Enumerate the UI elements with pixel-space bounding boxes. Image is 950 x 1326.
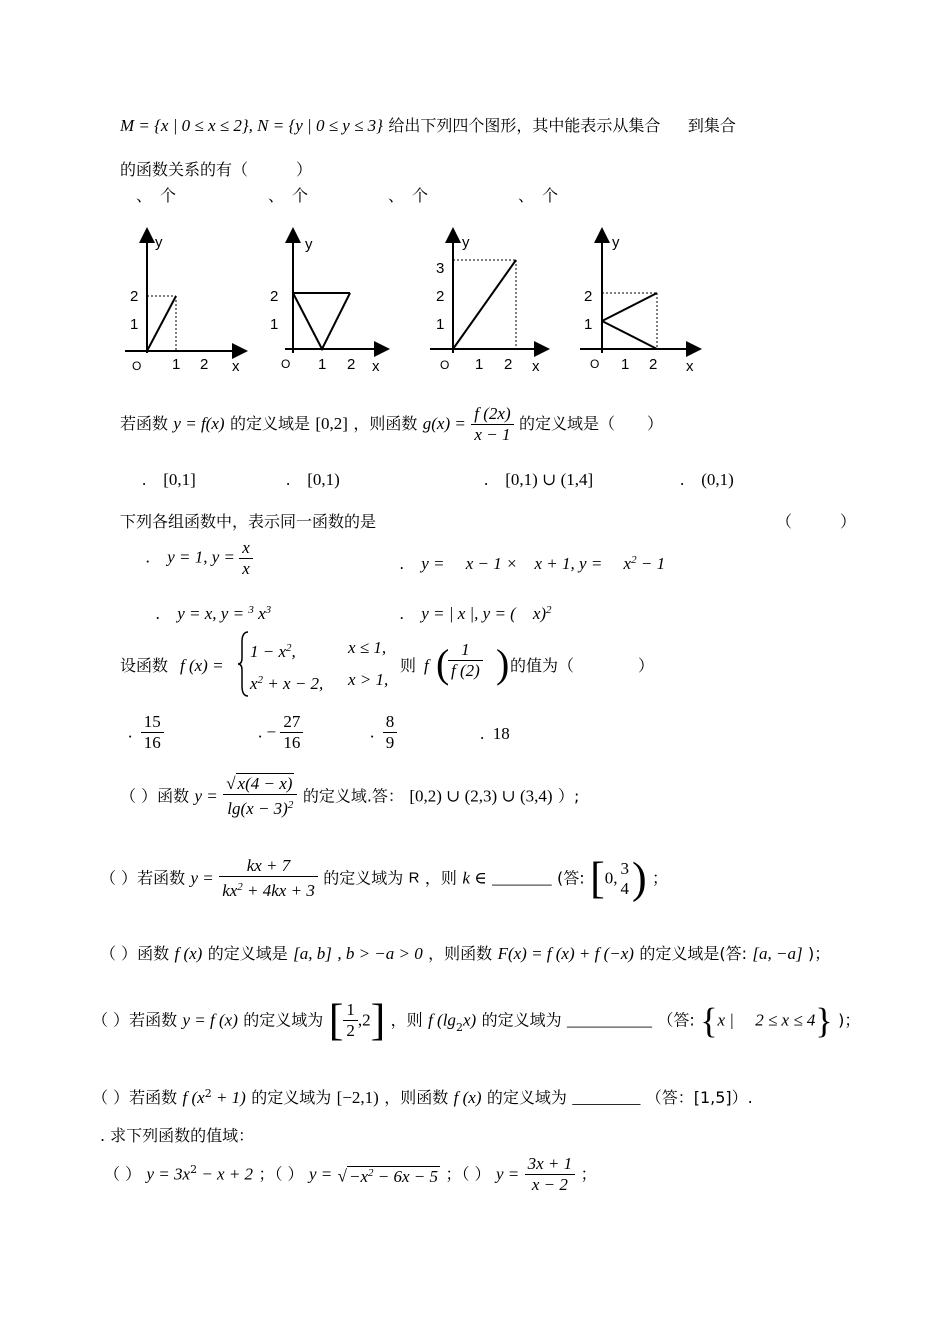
graph-3-ytick-1: 1 [436,316,445,333]
graph-1-origin: O [132,359,142,373]
graph-3-xtick-1: 1 [475,356,484,373]
q4-case2 [250,670,323,694]
q3-option-d [400,600,552,624]
q8-line: （ ）若函数 y = f (x) 的定义域为 [ $\frac{1}{2}$ ,2] ，则 f $(\lg_2x)$ 的定义域为 __________ （答: {x | 2 ≤ x ≤ 4} )； [92,995,861,1045]
q9-line [92,1084,753,1108]
q7-label: （ ）函数 [100,944,170,963]
graph-3-ytick-2: 2 [436,288,445,305]
q3-text: 下列各组函数中，表示同一函数的是 [120,512,377,531]
q1-option-a: 、 个 [136,186,177,205]
graph-3-xlabel: x [532,358,540,375]
q4-b-den: 16 [280,732,303,753]
q10-s1: ；（ ） [258,1164,304,1184]
q3-option-c [156,600,271,624]
q2-g-expr: g(x) = [422,414,466,433]
q9-f: f (x [182,1088,205,1107]
q6-den-b: + 4kx + 3 [242,881,315,900]
q9-label: （ ）若函数 [92,1088,178,1107]
q4-left-paren: ( [436,641,450,686]
graph-2-ylabel: y [305,236,313,253]
q8-x: x) [462,1010,477,1030]
q4-case1-sup: 2 [286,642,292,654]
q6-then: ，则 [424,868,457,888]
q6-den-sup: 2 [237,881,243,893]
q4-option-b: . − $\frac{27}{16}$ [258,712,303,753]
graph-2-xlabel: x [372,358,380,375]
graph-4-xtick-2: 2 [649,356,658,373]
graph-2 [270,235,382,375]
q5-fraction: $\frac{√ x(4 - x)}{\lg(x - 3)^2}$ [223,774,297,819]
q2-domain-text: 的定义域是 [229,414,310,433]
q2-numerator: f (2x) [474,404,511,423]
graph-3 [430,234,542,375]
q7-end: )； [807,944,831,963]
q10-line: （ ） $y = 3x^2 - x + 2$ ；（ ） y = √ $-x^2 - 6x - 5$ ；（ ） y = $\frac{3x + 1}{x - 2}$ ； [104,1154,597,1194]
q4-brace [236,630,250,698]
q9-ans: （答：[1,5]）. [645,1088,753,1107]
q4-f2: f [424,656,429,675]
q2-option-a: . [0,1] [142,470,196,489]
q3-c-sup: 3 [265,604,272,616]
q8-then: ，则 [390,1010,423,1030]
q6-ans-den: 4 [620,878,629,898]
q2-lead: 若函数 [120,414,169,433]
q3-d-sup: 2 [546,604,552,616]
q7-cond: , b > −a > 0 [337,944,423,963]
q9-f-tail: + 1) [211,1088,246,1107]
graph-1-xlabel: x [232,358,240,375]
q2-option-c: . [0,1) ∪ (1,4] [484,470,594,489]
q10-e2-rad: −x [349,1166,369,1186]
q3-c-tail: x [253,604,266,623]
q7-mid1: 的定义域是 [207,944,288,963]
q4-a-den: 16 [141,732,164,753]
graph-4-xtick-1: 1 [621,356,630,373]
q4-option-a: . $\frac{15}{16}$ [128,712,164,753]
q4-case2-cond: x > 1, [348,670,389,689]
q1-to-set: 到集合 [687,116,736,135]
q3-b-tail: − 1 [636,554,666,573]
q10-title: . 求下列函数的值域： [100,1126,255,1145]
q4-case2-tail: + x − 2, [263,674,324,693]
q7-f: f (x) [174,944,203,963]
q2-fraction [471,404,513,445]
graph-1-xtick-2: 2 [200,356,209,373]
q1-option-c: 、 个 [388,186,429,205]
q1-prompt: 给出下列四个图形，其中能表示从集合 [388,116,661,135]
graph-2-ytick-2: 2 [270,288,279,305]
q10-e2-sup: 2 [368,1166,374,1179]
q4-a-num: 15 [143,712,161,731]
q10-p1: （ ） [104,1164,142,1184]
q6-ans-num: 3 [620,858,629,878]
q2-f-expr: y = f(x) [173,414,225,433]
q4-c-num: 8 [385,712,395,731]
graph-2-xtick-1: 1 [318,356,327,373]
q7-mid3: 的定义域是(答: [639,944,747,963]
q5-line [120,774,579,819]
q4-option-c: . $\frac{8}{9}$ [370,712,397,753]
q10-e1-tail: − x + 2 [197,1164,254,1184]
q6-ans-0: 0, [604,868,618,888]
graph-1-ytick-2: 2 [130,288,139,305]
q7-ans: [a, −a] [752,944,803,963]
q1-line1 [120,116,736,136]
q5-tail: 的定义域.答： [302,786,404,806]
q7-F: F(x) = f (x) + f (−x) [497,944,634,963]
q4-lead: 设函数 [120,656,169,675]
q3-c-text: . y = x, y = [156,604,245,623]
q6-mid: 的定义域为 [323,868,404,888]
q5-den-sup: 2 [287,799,294,811]
q10-e3-fraction [525,1154,576,1195]
q1-graphs [110,225,730,380]
q3-b-sup: 2 [631,554,637,566]
q4-option-d: . 18 [480,724,510,743]
q10-s2: ；（ ） [445,1164,491,1184]
q9-mid: 的定义域为 [251,1088,332,1107]
q8-f: f (lg [428,1010,456,1030]
q10-e2: y = [308,1164,333,1184]
q9-dom: [−2,1) [336,1088,379,1107]
graph-2-ytick-1: 1 [270,316,279,333]
q10-e1-sup: 2 [190,1163,198,1176]
q5-label: （ ）函数 [120,786,190,806]
graph-3-xtick-2: 2 [504,356,513,373]
graph-4-ylabel: y [612,234,620,251]
graph-2-xtick-2: 2 [347,356,356,373]
q4-case1 [250,638,296,662]
q5-y: y = [194,786,218,806]
graph-1-ylabel: y [155,234,163,251]
q1-option-b: 、 个 [268,186,309,205]
q4-tail: 的值为（ ） [510,656,655,675]
q10-e3-den: x − 2 [525,1174,576,1195]
q10-e2-tail: − 6x − 5 [373,1166,439,1186]
q6-line: （ ）若函数 y = $\frac{kx + 7}{kx^2 + 4kx + 3}$ 的定义域为 R ，则 k ∈ _______ (答: [0, 3 4 ) ； [100,853,669,903]
q8-sub: 2 [455,1021,463,1034]
graph-4-ytick-1: 1 [584,316,593,333]
q6-fraction [219,856,318,901]
graph-3-origin: O [440,358,450,372]
q2-option-d: . (0,1) [680,470,734,489]
q9-sup: 2 [204,1087,212,1100]
q6-blank: _______ [492,868,552,888]
q4-b-sign: − [266,722,277,742]
q4-inner-den: f (2) [448,660,483,681]
graph-3-ytick-3: 3 [436,260,445,277]
q4-b-num: 27 [283,712,301,731]
q4-case2-sup: 2 [257,674,264,686]
q6-R: R [408,869,420,887]
q2-option-b: . [0,1) [286,470,340,489]
q5-denominator: lg(x − 3) [227,799,288,818]
q2-domain: [0,2] [315,414,348,433]
q8-fraction [343,1000,358,1041]
q9-g: f (x) [453,1088,482,1107]
q6-label: （ ）若函数 [100,868,186,888]
q3-a-den: x [239,558,253,579]
q3-a-pre: . y = 1, y = [146,547,236,567]
graph-4 [580,234,694,375]
q6-numerator: kx + 7 [246,856,291,875]
q5-end: ）; [557,786,580,806]
q4-case2-x: x [250,674,258,693]
graph-2-origin: O [281,357,291,371]
q2-denominator: x − 1 [471,424,513,445]
q1-line2: 的函数关系的有（ ） [120,160,313,179]
q6-k: k ∈ [462,868,487,888]
q3-b-text: . y = x − 1 × x + 1, y = x [400,554,632,573]
q8-set: x | 2 ≤ x ≤ 4 [717,1010,816,1030]
q8-den: 2 [343,1020,358,1041]
graph-4-ytick-2: 2 [584,288,593,305]
q4-right-paren: ) [496,641,510,686]
q10-e1: y = 3x [146,1164,191,1184]
q8-mid: 的定义域为 [243,1010,324,1030]
q3-d-text: . y = | x |, y = ( x) [400,604,547,623]
q5-answer: [0,2) ∪ (2,3) ∪ (3,4) [409,786,553,806]
q3-a-fraction [239,538,253,579]
graph-1 [125,234,240,375]
q1-option-d: 、 个 [518,186,559,205]
q4-case1-cond: x ≤ 1, [348,638,387,657]
q6-end: ； [652,868,669,888]
q8-label: （ ）若函数 [92,1010,178,1030]
q7-mid2: ，则函数 [428,944,493,963]
q3-a-num: x [242,538,250,557]
q10-e3-num: 3x + 1 [527,1154,573,1173]
q4-inner-fraction [448,640,483,681]
q8-mid2: 的定义域为 [481,1010,562,1030]
q10-e3: y = [495,1164,520,1184]
q6-den-a: kx [222,881,238,900]
q2-then: ，则函数 [353,414,418,433]
q7-line [100,944,830,964]
q9-mid3: 的定义域为 [486,1088,567,1107]
q4-then: 则 [400,656,417,675]
q9-blank: ________ [572,1088,641,1107]
q4-inner-num: 1 [461,640,470,659]
graph-4-xlabel: x [686,358,694,375]
q6-y: y = [190,868,214,888]
q3-c-index: 3 [248,604,254,616]
q2-line [120,404,663,445]
q4-f: f (x) = [180,656,224,675]
graph-3-ylabel: y [462,234,470,251]
graph-4-origin: O [590,357,600,371]
q2-tail: 的定义域是（ ） [519,414,664,433]
q8-ans: （答: [657,1010,695,1030]
graph-1-ytick-1: 1 [130,316,139,333]
q9-mid2: ，则函数 [384,1088,449,1107]
q1-set-expr: M = {x | 0 ≤ x ≤ 2}, N = {y | 0 ≤ y ≤ 3} [120,116,383,135]
q7-dom: [a, b] [293,944,332,963]
q4-case1-expr: 1 − x [250,642,287,661]
q8-tail: ,2 [357,1010,371,1030]
q8-end: )； [838,1010,861,1030]
q6-ans: (答: [557,868,585,888]
q10-end: ； [580,1164,597,1184]
graph-1-xtick-1: 1 [172,356,181,373]
q3-paren: （ ） [776,512,857,531]
q4-d-value: 18 [492,724,510,743]
q5-numerator: x(4 − x) [237,774,293,793]
q8-y: y = f (x) [182,1010,238,1030]
q8-num: 1 [346,1000,355,1019]
q8-blank: __________ [566,1010,652,1030]
q4-c-den: 9 [383,732,398,753]
q4-case1-tail: , [291,642,296,661]
q3-option-b [400,550,665,574]
q3-option-a [146,538,253,579]
